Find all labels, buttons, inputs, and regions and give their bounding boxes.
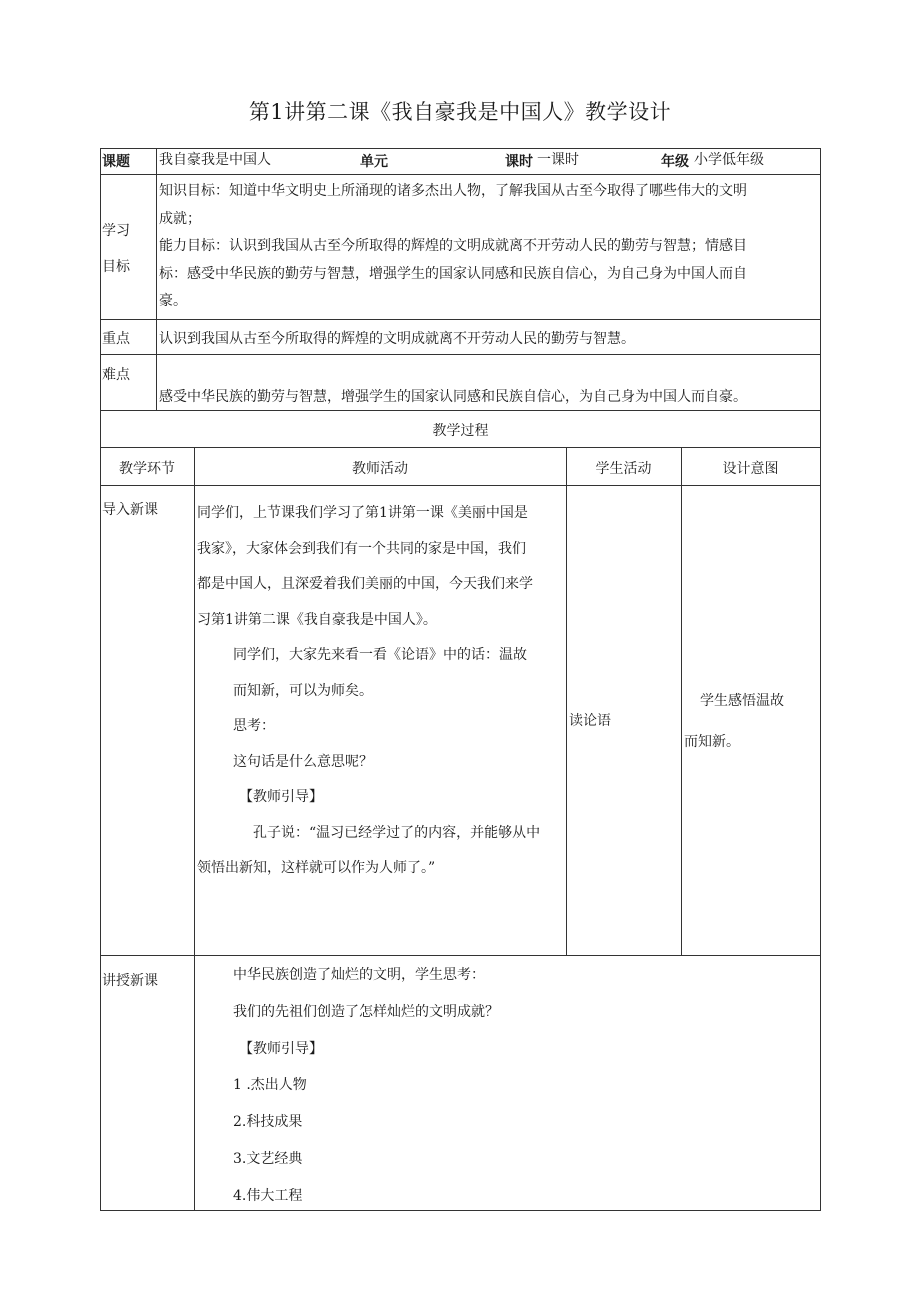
- teacher-line: 同学们，上节课我们学习了第1讲第一课《美丽中国是: [197, 505, 528, 521]
- teacher-line: 我家》，大家体会到我们有一个共同的家是中国，我们: [197, 540, 526, 557]
- teacher-line: 领悟出新知，这样就可以作为人师了。”: [197, 860, 436, 876]
- objectives-label-line2: 目标: [102, 259, 130, 275]
- grade-value: 小学低年级: [694, 152, 764, 168]
- grade-label: 年级: [661, 154, 689, 170]
- teacher-line: 思考：: [233, 718, 275, 734]
- teacher-line: 1 .杰出人物: [233, 1077, 307, 1094]
- header-teacher: 教师活动: [352, 461, 408, 477]
- objectives-text: [159, 178, 819, 316]
- teacher-line: 【教师引导】: [239, 1040, 323, 1057]
- intro-design-line2: 而知新。: [684, 734, 740, 750]
- teacher-line: 习第1讲第二课《我自豪我是中国人》。: [197, 611, 437, 628]
- objectives-line: 能力目标：认识到我国从古至今所取得的辉煌的文明成就离不开劳动人民的勤劳与智慧；情感目: [159, 238, 747, 254]
- header-student: 学生活动: [595, 461, 652, 477]
- unit-label: 单元: [360, 154, 388, 170]
- intro-student: 读论语: [569, 713, 611, 729]
- teacher-line: 都是中国人，且深爱着我们美丽的中国，今天我们来学: [197, 576, 533, 592]
- process-title: 教学过程: [432, 423, 489, 439]
- topic-value: 我自豪我是中国人: [159, 152, 271, 168]
- teacher-line: 3.文艺经典: [233, 1150, 303, 1167]
- topic-label: 课题: [102, 154, 130, 170]
- period-label: 课时: [505, 154, 533, 170]
- teacher-line: 同学们，大家先来看一看《论语》中的话：温故: [233, 647, 527, 663]
- teacher-line: 这句话是什么意思呢？: [233, 753, 373, 770]
- teacher-line: 2.科技成果: [233, 1114, 303, 1131]
- key-point-label: 重点: [102, 331, 130, 347]
- objectives-line: 成就；: [159, 210, 201, 227]
- objectives-line: 知识目标：知道中华文明史上所涌现的诸多杰出人物，了解我国从古至今取得了哪些伟大的文明: [159, 183, 747, 199]
- intro-design-line1: 学生感悟温故: [700, 693, 784, 709]
- teacher-line: 4.伟大工程: [233, 1187, 303, 1204]
- objectives-line: 标：感受中华民族的勤劳与智慧，增强学生的国家认同感和民族自信心，为自己身为中国人而自: [159, 265, 747, 282]
- teacher-line: 我们的先祖们创造了怎样灿烂的文明成就？: [233, 1003, 499, 1020]
- teacher-line: 孔子说：“温习已经学过了的内容，并能够从中: [253, 824, 541, 841]
- lecture-stage: 讲授新课: [102, 973, 158, 989]
- difficulty-label: 难点: [102, 367, 130, 383]
- lecture-teacher: [233, 957, 563, 1215]
- teacher-line: 中华民族创造了灿烂的文明，学生思考：: [233, 967, 485, 983]
- teacher-line: 而知新，可以为师矣。: [233, 682, 373, 699]
- key-point-text: 认识到我国从古至今所取得的辉煌的文明成就离不开劳动人民的勤劳与智慧。: [159, 331, 635, 347]
- objectives-line: 豪。: [159, 293, 187, 309]
- intro-teacher: [197, 496, 565, 887]
- objectives-label-line1: 学习: [102, 223, 130, 239]
- teacher-line: 【教师引导】: [239, 789, 323, 805]
- header-stage: 教学环节: [119, 461, 175, 477]
- period-value: 一课时: [537, 152, 579, 168]
- difficulty-text: 感受中华民族的勤劳与智慧，增强学生的国家认同感和民族自信心，为自己身为中国人而自豪。: [159, 389, 747, 405]
- header-design: 设计意图: [722, 461, 779, 477]
- intro-stage: 导入新课: [102, 502, 158, 518]
- page-title: 第1讲第二课《我自豪我是中国人》教学设计: [248, 100, 672, 124]
